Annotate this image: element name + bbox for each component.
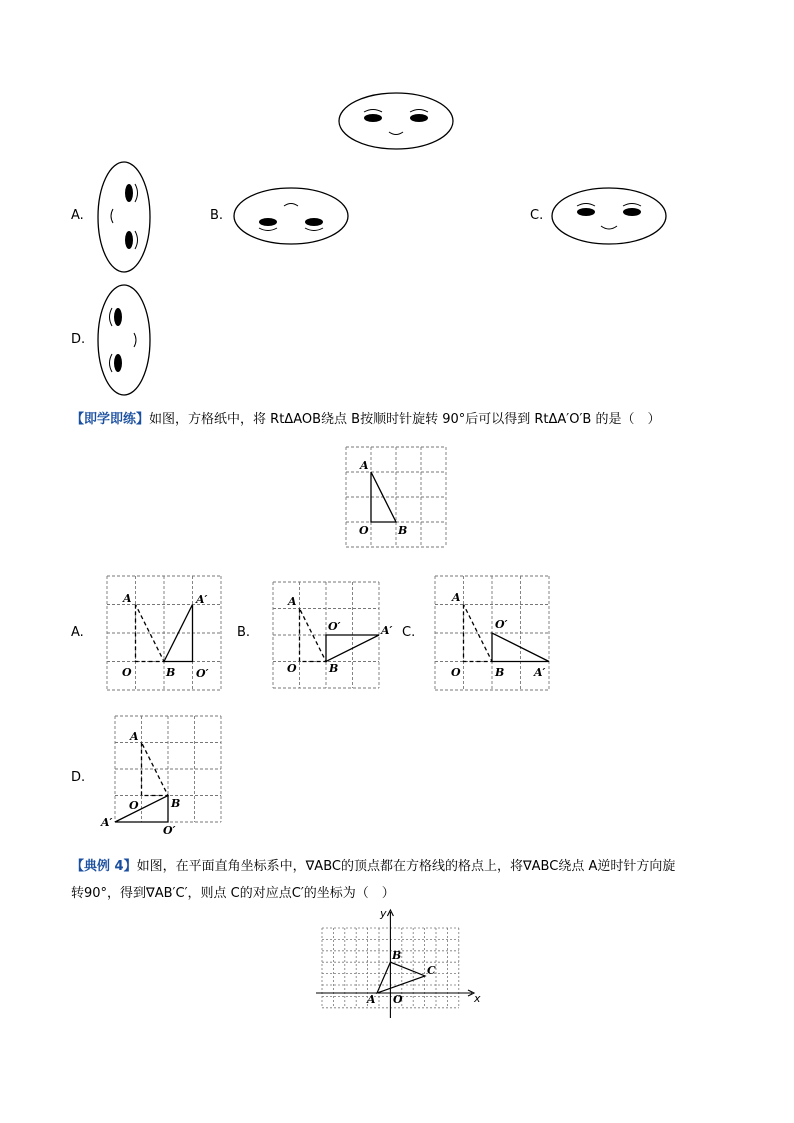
q1-question [71,408,660,427]
triangle-abc [377,962,425,993]
q1-c-label-a1: A′ [534,666,546,679]
q2-label-c: C [427,964,436,977]
q1-d-label-o: O [129,799,139,812]
q1-grids [0,435,794,840]
q1-option-a: A. [71,625,84,640]
faces-option-b: B. [210,208,224,223]
q2-text-line1: 如图，在平面直角坐标系中，∇ABC的顶点都在方格线的格点上，将∇ABC绕点 A逆时针方向旋 [136,859,676,874]
q1-option-c: C. [402,625,416,640]
faces-option-a: A. [71,208,84,223]
q1-a-label-b: B [166,666,176,679]
option-d-face [98,285,150,395]
q2-bracket-open: 【 [71,859,85,874]
x-axis-label: x [474,992,481,1005]
q1-option-c-grid [435,576,549,690]
faces-option-c: C. [530,208,544,223]
q1-d-label-o1: O′ [163,824,176,837]
q1-bracket-close: 】 [136,412,150,427]
q1-c-label-b: B [495,666,505,679]
q1-a-label-o1: O′ [196,667,209,680]
original-face [339,93,453,149]
q1-a-label-a: A [123,592,132,605]
q1-b-label-o: O [287,662,297,675]
q2-question-line1 [71,855,675,874]
q2-question-line2: 转90°，得到∇AB′C′，则点 C的对应点C′的坐标为（ ） [71,886,395,901]
q1-option-b-grid [273,582,393,688]
q2-label-o: O [393,993,403,1006]
q1-d-label-b: B [171,797,181,810]
q1-bracket-open: 【 [71,412,85,427]
q1-main-label-o: O [359,524,369,537]
q1-d-label-a: A [130,730,139,743]
q1-c-label-a: A [452,591,461,604]
faces-option-d: D. [71,332,86,347]
q1-main-label-b: B [398,524,408,537]
q1-main-grid [346,447,446,547]
q1-c-label-o: O [451,666,461,679]
q2-tag: 典例 4 [84,859,124,874]
q1-c-label-o1: O′ [495,618,508,631]
q1-option-a-grid [107,576,221,690]
q2-label-a: A [367,993,376,1006]
q1-option-b: B. [237,625,251,640]
q1-option-d-grid [100,716,221,837]
y-axis-label: y [380,907,387,920]
q1-a-label-o: O [122,666,132,679]
option-c-face [552,188,666,244]
q1-a-label-a1: A′ [196,593,208,606]
option-b-face [234,188,348,244]
q2-label-b: B [392,949,402,962]
faces-figure [0,0,794,400]
q1-main-label-a: A [360,459,369,472]
q1-b-label-b: B [329,662,339,675]
q1-b-label-a: A [288,595,297,608]
q1-option-d: D. [71,770,86,785]
q1-b-label-o1: O′ [328,620,341,633]
q1-b-label-a1: A′ [381,624,393,637]
q1-d-label-a1: A′ [101,816,113,829]
option-a-face [98,162,150,272]
q1-text: 如图，方格纸中，将 RtΔAOB绕点 B按顺时针旋转 90°后可以得到 RtΔA′O′B 的是（ ） [149,412,661,427]
q2-bracket-close: 】 [123,859,137,874]
q2-coordinate-grid [0,900,794,1025]
q1-tag: 即学即练 [84,412,137,427]
